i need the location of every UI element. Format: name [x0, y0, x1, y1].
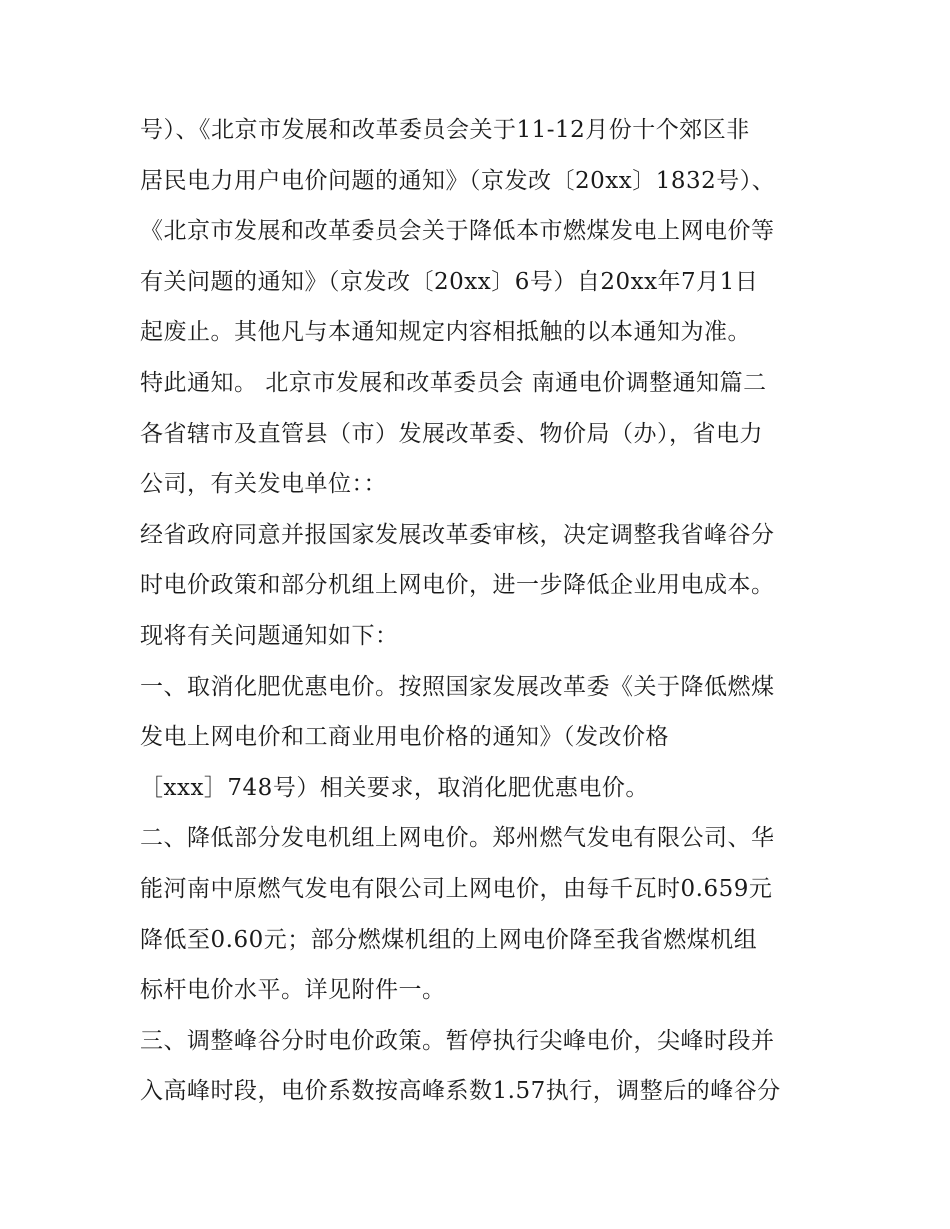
text-line: 号）、《北京市发展和改革委员会关于11-12月份十个郊区非 [140, 117, 750, 143]
document-body [140, 105, 820, 1117]
text-line: 时电价政策和部分机组上网电价，进一步降低企业用电成本。 [140, 572, 775, 599]
text-line: 《北京市发展和改革委员会关于降低本市燃煤发电上网电价等 [140, 218, 775, 245]
text-line: ［xxx］748号）相关要求，取消化肥优惠电价。 [140, 774, 649, 801]
text-line: 三、调整峰谷分时电价政策。暂停执行尖峰电价，尖峰时段并 [140, 1027, 775, 1054]
text-line: 降低至0.60元；部分燃煤机组的上网电价降至我省燃煤机组 [140, 926, 758, 953]
text-line: 经省政府同意并报国家发展改革委审核，决定调整我省峰谷分 [140, 521, 775, 548]
text-line: 特此通知。 北京市发展和改革委员会 南通电价调整通知篇二 [140, 369, 767, 396]
text-line: 居民电力用户电价问题的通知》（京发改〔20xx〕1832号）、 [140, 167, 776, 194]
text-line: 能河南中原燃气发电有限公司上网电价，由每千瓦时0.659元 [140, 875, 773, 902]
text-line: 标杆电价水平。详见附件一。 [140, 977, 446, 1004]
text-line: 发电上网电价和工商业用电价格的通知》（发改价格 [140, 724, 669, 751]
text-line: 各省辖市及直管县（市）发展改革委、物价局（办），省电力 [140, 420, 763, 447]
text-line: 起废止。其他凡与本通知规定内容相抵触的以本通知为准。 [140, 319, 751, 346]
text-line: 一、取消化肥优惠电价。按照国家发展改革委《关于降低燃煤 [140, 673, 775, 700]
text-line: 公司，有关发电单位：： [140, 471, 387, 498]
text-line: 入高峰时段，电价系数按高峰系数1.57执行，调整后的峰谷分 [140, 1078, 781, 1105]
text-line: 有关问题的通知》（京发改〔20xx〕6号）自20xx年7月1日 [140, 268, 759, 295]
text-line: 现将有关问题通知如下： [140, 622, 399, 649]
text-line: 二、降低部分发电机组上网电价。郑州燃气发电有限公司、华 [140, 825, 775, 852]
